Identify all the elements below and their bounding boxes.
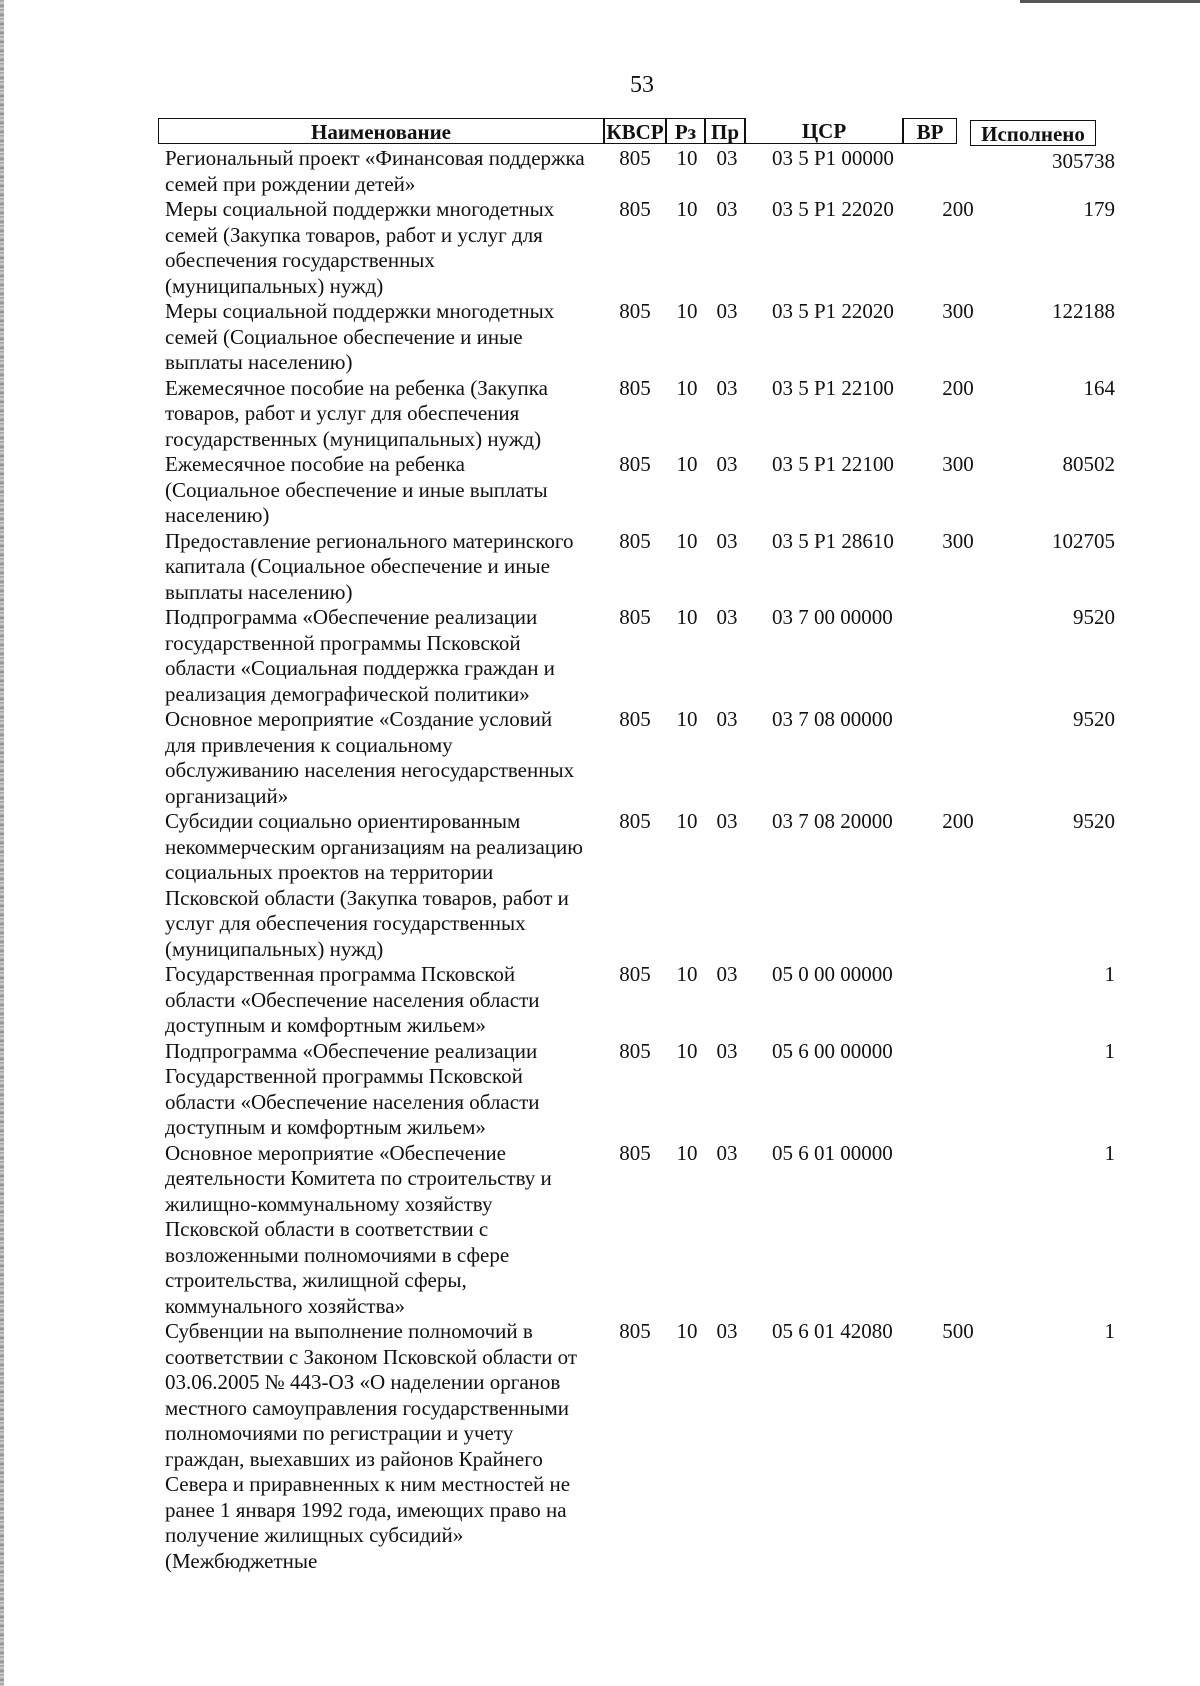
cell-done: 1 bbox=[1104, 1038, 1115, 1063]
cell-done: 164 bbox=[1083, 375, 1115, 400]
cell-done: 9520 bbox=[1073, 707, 1115, 731]
cell-rz: 10 bbox=[676, 375, 698, 400]
cell-name: Ежемесячное пособие на ребенка (Закупка товаров, работ и услуг для обеспечения государственных (муниципальных) нужд) bbox=[165, 375, 548, 451]
cell-vr: 200 bbox=[942, 197, 974, 221]
header-done: Исполнено bbox=[970, 120, 1096, 146]
cell-name: Субсидии социально ориентированным некоммерческим организациям на реализацию социальных проектов на территории Псковской области (Закупка товаров, работ и услуг для обеспечения государственных (муниципальных) нужд) bbox=[165, 809, 583, 961]
cell-rz: 10 bbox=[676, 1038, 698, 1063]
table-row bbox=[165, 529, 1125, 606]
cell-kvsr: 805 bbox=[619, 1140, 651, 1165]
cell-csr: 03 5 P1 28610 bbox=[772, 528, 894, 553]
cell-vr: 300 bbox=[942, 452, 974, 476]
cell-name: Государственная программа Псковской области «Обеспечение населения области доступным и комфортным жильем» bbox=[165, 962, 540, 1037]
cell-rz: 10 bbox=[676, 962, 698, 986]
cell-vr: 300 bbox=[942, 528, 974, 553]
table-body bbox=[165, 146, 1125, 1574]
cell-vr: 300 bbox=[942, 299, 974, 323]
table-header bbox=[158, 118, 1096, 146]
table-row bbox=[165, 962, 1125, 1039]
cell-pr: 03 bbox=[716, 1140, 738, 1165]
cell-name: Подпрограмма «Обеспечение реализации государственной программы Псковской области «Социальная поддержка граждан и реализация демографической политики» bbox=[165, 605, 555, 706]
cell-name: Меры социальной поддержки многодетных семей (Социальное обеспечение и иные выплаты населению) bbox=[165, 299, 555, 374]
cell-kvsr: 805 bbox=[619, 605, 651, 629]
cell-name: Региональный проект «Финансовая поддержка семей при рождении детей» bbox=[165, 146, 585, 196]
cell-csr: 03 5 P1 22100 bbox=[772, 452, 894, 476]
cell-done: 9520 bbox=[1073, 809, 1115, 833]
cell-vr: 200 bbox=[942, 809, 974, 833]
cell-name: Основное мероприятие «Обеспечение деятельности Комитета по строительству и жилищно-коммунальному хозяйству Псковской области в соответствии с возложенными полномочиями в сфере строительства, жилищной сферы, коммунального хозяйства» bbox=[165, 1140, 552, 1318]
cell-pr: 03 bbox=[716, 528, 738, 553]
cell-rz: 10 bbox=[676, 605, 698, 629]
table-row bbox=[165, 605, 1125, 707]
cell-done: 1 bbox=[1104, 962, 1115, 986]
header-csr: ЦСР bbox=[745, 118, 903, 144]
page-number: 53 bbox=[630, 72, 654, 98]
cell-pr: 03 bbox=[716, 452, 738, 476]
cell-vr: 500 bbox=[942, 1319, 974, 1343]
scan-edge-top bbox=[1020, 0, 1200, 3]
table-row bbox=[165, 1319, 1125, 1574]
cell-rz: 10 bbox=[676, 1140, 698, 1165]
cell-pr: 03 bbox=[716, 197, 738, 221]
table-row bbox=[165, 197, 1125, 299]
cell-kvsr: 805 bbox=[619, 707, 651, 731]
header-kvsr: КВСР bbox=[604, 118, 666, 144]
cell-kvsr: 805 bbox=[619, 452, 651, 476]
cell-pr: 03 bbox=[716, 707, 738, 731]
cell-kvsr: 805 bbox=[619, 375, 651, 400]
cell-done: 1 bbox=[1104, 1319, 1115, 1343]
table-row bbox=[165, 1141, 1125, 1320]
table-row bbox=[165, 376, 1125, 453]
cell-kvsr: 805 bbox=[619, 1319, 651, 1343]
cell-done: 122188 bbox=[1052, 299, 1115, 323]
cell-name: Подпрограмма «Обеспечение реализации Государственной программы Псковской области «Обеспечение населения области доступным и комфортным жильем» bbox=[165, 1038, 540, 1139]
cell-rz: 10 bbox=[676, 197, 698, 221]
cell-done: 80502 bbox=[1062, 452, 1115, 476]
table-row bbox=[165, 452, 1125, 529]
cell-rz: 10 bbox=[676, 452, 698, 476]
header-vr: ВР bbox=[903, 118, 957, 144]
cell-kvsr: 805 bbox=[619, 197, 651, 221]
cell-rz: 10 bbox=[676, 809, 698, 833]
cell-csr: 03 7 00 00000 bbox=[772, 605, 893, 629]
cell-rz: 10 bbox=[676, 528, 698, 553]
cell-name: Меры социальной поддержки многодетных семей (Закупка товаров, работ и услуг для обеспечения государственных (муниципальных) нужд) bbox=[165, 197, 555, 298]
cell-done: 305738 bbox=[1052, 149, 1115, 173]
cell-csr: 03 5 P1 22100 bbox=[772, 375, 894, 400]
header-name: Наименование bbox=[158, 118, 604, 144]
cell-done: 9520 bbox=[1073, 605, 1115, 629]
table-row bbox=[165, 1039, 1125, 1141]
cell-vr: 200 bbox=[942, 375, 974, 400]
cell-pr: 03 bbox=[716, 1319, 738, 1343]
cell-kvsr: 805 bbox=[619, 962, 651, 986]
cell-pr: 03 bbox=[716, 962, 738, 986]
cell-rz: 10 bbox=[676, 146, 698, 170]
cell-kvsr: 805 bbox=[619, 299, 651, 323]
cell-csr: 05 6 01 00000 bbox=[772, 1140, 893, 1165]
cell-rz: 10 bbox=[676, 707, 698, 731]
table-row bbox=[165, 707, 1125, 809]
scan-edge bbox=[0, 0, 4, 1686]
cell-pr: 03 bbox=[716, 375, 738, 400]
cell-csr: 03 5 P1 22020 bbox=[772, 197, 894, 221]
cell-done: 1 bbox=[1104, 1140, 1115, 1165]
cell-rz: 10 bbox=[676, 1319, 698, 1343]
header-pr: Пр bbox=[705, 118, 745, 144]
cell-done: 102705 bbox=[1052, 528, 1115, 553]
cell-name: Основное мероприятие «Создание условий для привлечения к социальному обслуживанию населения негосударственных организаций» bbox=[165, 707, 575, 808]
cell-name: Предоставление регионального материнского капитала (Социальное обеспечение и иные выплаты населению) bbox=[165, 528, 574, 604]
cell-kvsr: 805 bbox=[619, 528, 651, 553]
cell-done: 179 bbox=[1083, 197, 1115, 221]
cell-pr: 03 bbox=[716, 299, 738, 323]
cell-kvsr: 805 bbox=[619, 146, 651, 170]
cell-csr: 05 0 00 00000 bbox=[772, 962, 893, 986]
cell-csr: 03 7 08 00000 bbox=[772, 707, 893, 731]
cell-kvsr: 805 bbox=[619, 1038, 651, 1063]
cell-name: Ежемесячное пособие на ребенка (Социальное обеспечение и иные выплаты населению) bbox=[165, 452, 548, 527]
cell-pr: 03 bbox=[716, 1038, 738, 1063]
cell-pr: 03 bbox=[716, 809, 738, 833]
cell-pr: 03 bbox=[716, 605, 738, 629]
header-rz: Рз bbox=[666, 118, 705, 144]
cell-pr: 03 bbox=[716, 146, 738, 170]
cell-csr: 03 5 P1 22020 bbox=[772, 299, 894, 323]
cell-csr: 03 7 08 20000 bbox=[772, 809, 893, 833]
cell-csr: 05 6 00 00000 bbox=[772, 1038, 893, 1063]
table-row bbox=[165, 299, 1125, 376]
cell-csr: 03 5 P1 00000 bbox=[772, 146, 894, 170]
cell-kvsr: 805 bbox=[619, 809, 651, 833]
cell-csr: 05 6 01 42080 bbox=[772, 1319, 893, 1343]
table-row bbox=[165, 809, 1125, 962]
cell-rz: 10 bbox=[676, 299, 698, 323]
table-row bbox=[165, 146, 1125, 197]
cell-name: Субвенции на выполнение полномочий в соответствии с Законом Псковской области от 03.06.2005 № 443-ОЗ «О наделении органов местного самоуправления государственными полномочиями по регистрации и учету граждан, выехавших из районов Крайнего Севера и приравненных к ним местностей не ранее 1 января 1992 года, имеющих право на получение жилищных субсидий» (Межбюджетные bbox=[165, 1319, 578, 1573]
